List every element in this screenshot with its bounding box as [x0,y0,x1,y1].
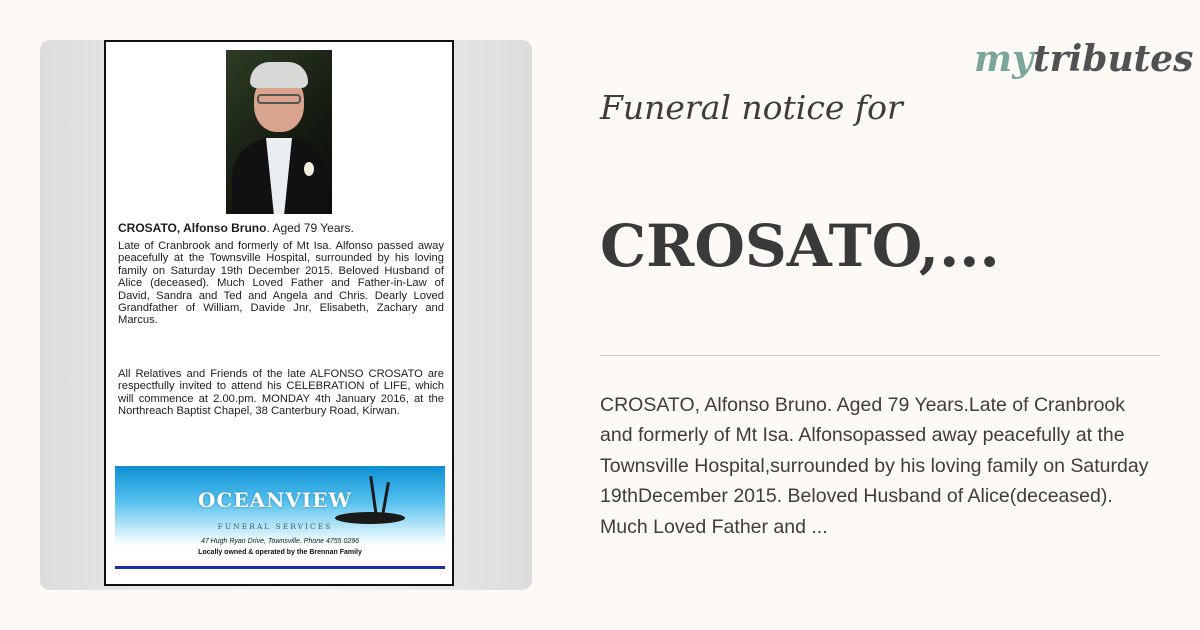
mytributes-logo[interactable]: mytributes [974,38,1194,80]
notice-paragraph-2: All Relatives and Friends of the late ALFONSO CROSATO are respectfully invited to attend his CELEBRATION of LIFE, which will commence at 2.00.pm. MONDAY 4th January 2016, at the Northreach Baptist Chapel, 38 Canterbury Road, Kirwan. [118,368,444,418]
portrait-photo [226,50,332,214]
notice-excerpt: CROSATO, Alfonso Bruno. Aged 79 Years.Late of Cranbrook and formerly of Mt Isa. Alfonsopassed away peacefully at the Townsville Hospital,surrounded by his loving family on Saturday 19thDecember 2015. Beloved Husband of Alice(deceased). Much Loved Father and ... [600,394,1149,538]
funeral-notice-clipping [104,40,454,586]
notice-image-card[interactable] [40,40,532,590]
notice-heading: CROSATO, Alfonso Bruno. Aged 79 Years. [118,221,354,235]
funeral-home-address: 47 Hugh Ryan Drive, Townsville. Phone 4755 0296 [200,538,360,545]
funeral-home-name: OCEANVIEW [198,488,352,512]
funeral-home-subtitle: FUNERAL SERVICES [217,522,333,531]
page-subtitle: Funeral notice for [600,88,903,127]
palm-tree-icon [381,482,390,516]
funeral-home-banner [115,466,445,566]
notice-paragraph-1: Late of Cranbrook and formerly of Mt Isa. Alfonso passed away peacefully at the Townsville Hospital, surrounded by his loving family on Saturday 19th December 2015. Beloved Husband of Alice (deceased). Much Loved Father and Father-in-Law of David, Sandra and Ted and Angela and Chris. Dearly Loved Grandfather of William, Davide Jnr, Elisabeth, Zachary and Marcus. [118,240,444,327]
divider [600,355,1160,356]
deceased-name: CROSATO,... [600,212,1000,280]
notice-bottom-rule [115,566,445,569]
funeral-home-owned: Locally owned & operated by the Brennan Family [198,549,362,556]
